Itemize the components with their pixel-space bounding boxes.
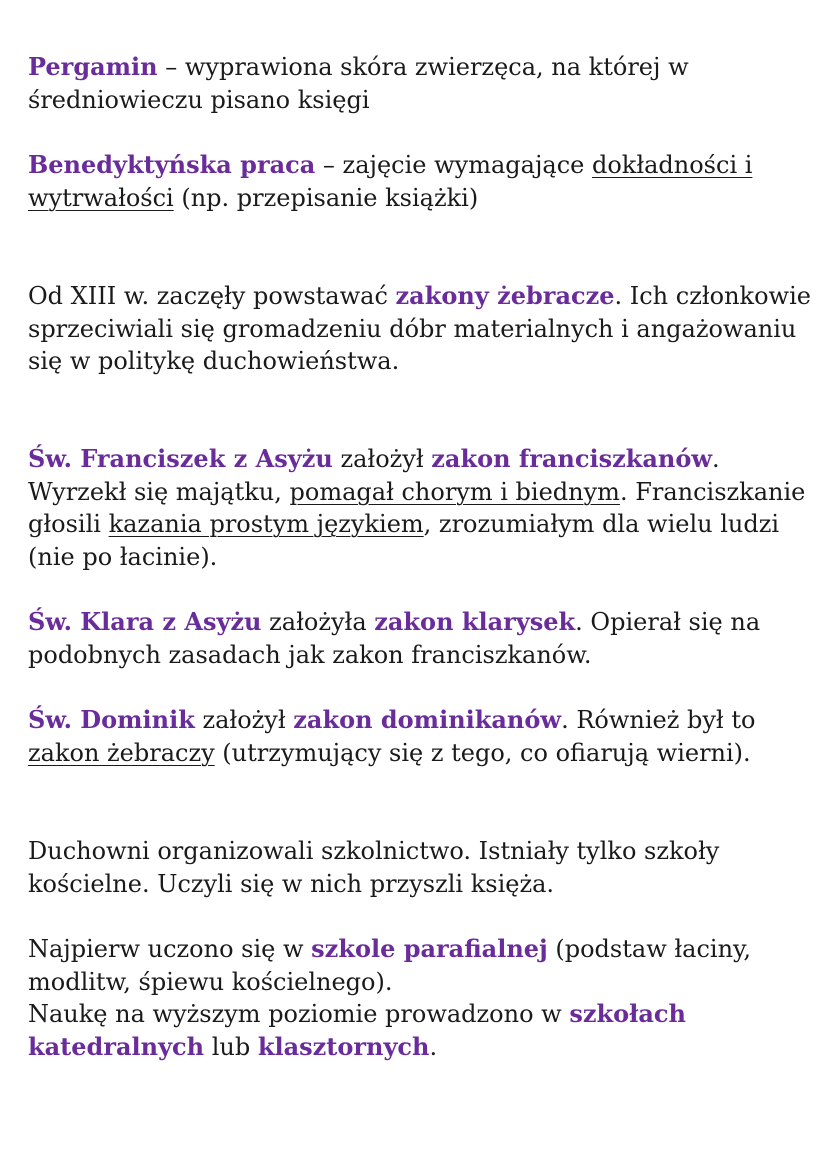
text-segment: (utrzymujący się z tego, co ofiarują wierni).: [214, 738, 751, 767]
text-segment: założył: [332, 445, 432, 473]
text-segment: Duchowni organizowali szkolnictwo. Istniały tylko szkoły kościelne. Uczyli się w nich przyszli księża.: [28, 837, 720, 898]
text-segment: . Opierał się na podobnych zasadach jak zakon franciszkanów.: [28, 608, 761, 669]
paragraph-higher-schools: [28, 998, 818, 1063]
keyword-term: szkołach katedralnych: [28, 999, 686, 1061]
text-segment: , zrozumiałym dla wielu ludzi (nie po łacinie).: [28, 510, 780, 571]
paragraph-schooling: [28, 835, 818, 900]
keyword-term: Benedyktyńska praca: [28, 150, 316, 179]
text-segment: (podstaw łaciny, modlitw, śpiewu kościelnego).: [28, 935, 752, 996]
text-segment: (np. przepisanie książki): [173, 183, 479, 212]
text-segment: założyła: [261, 608, 375, 636]
text-segment: – zajęcie wymagające: [315, 151, 592, 179]
keyword-term: zakon franciszkanów: [431, 444, 713, 473]
text-segment: . Wyrzekł się majątku,: [28, 445, 720, 506]
definition-benedictine-work: [28, 149, 818, 214]
keyword-term: Św. Dominik: [28, 705, 195, 734]
keyword-term: Pergamin: [28, 52, 158, 81]
keyword-term: Św. Franciszek z Asyżu: [28, 444, 333, 473]
underlined-phrase: dokładności i wytrwałości: [28, 151, 753, 212]
text-segment: Naukę na wyższym poziomie prowadzono w: [28, 1000, 570, 1028]
underlined-phrase: zakon żebraczy: [28, 738, 215, 767]
definition-pergamin: [28, 51, 818, 116]
text-segment: lub: [204, 1032, 258, 1061]
keyword-term: szkole parafialnej: [311, 934, 548, 963]
keyword-term: zakon klarysek: [374, 607, 576, 636]
paragraph-franciscans: [28, 443, 818, 573]
text-segment: – wyprawiona skóra zwierzęca, na której w średniowieczu pisano księgi: [28, 53, 689, 114]
paragraph-clares: [28, 606, 818, 671]
paragraph-dominicans: [28, 704, 818, 769]
text-segment: założył: [194, 706, 294, 734]
underlined-phrase: pomagał chorym i biednym: [289, 477, 620, 506]
text-segment: .: [429, 1032, 438, 1061]
paragraph-parish-school: [28, 933, 818, 998]
text-segment: . Również był to: [561, 706, 756, 734]
underlined-phrase: kazania prostym językiem: [108, 510, 424, 538]
paragraph-mendicant-orders: [28, 280, 818, 378]
text-segment: Najpierw uczono się w: [28, 935, 312, 963]
text-segment: . Franciszkanie głosili: [28, 477, 806, 538]
keyword-term: zakon dominikanów: [293, 705, 562, 734]
text-segment: Od XIII w. zaczęły powstawać: [28, 282, 396, 310]
keyword-term: zakony żebracze: [395, 281, 615, 310]
keyword-term: klasztornych: [257, 1031, 430, 1061]
keyword-term: Św. Klara z Asyżu: [28, 607, 262, 636]
text-segment: . Ich członkowie sprzeciwiali się gromadzeniu dóbr materialnych i angażowaniu się w politykę duchowieństwa.: [28, 282, 811, 375]
